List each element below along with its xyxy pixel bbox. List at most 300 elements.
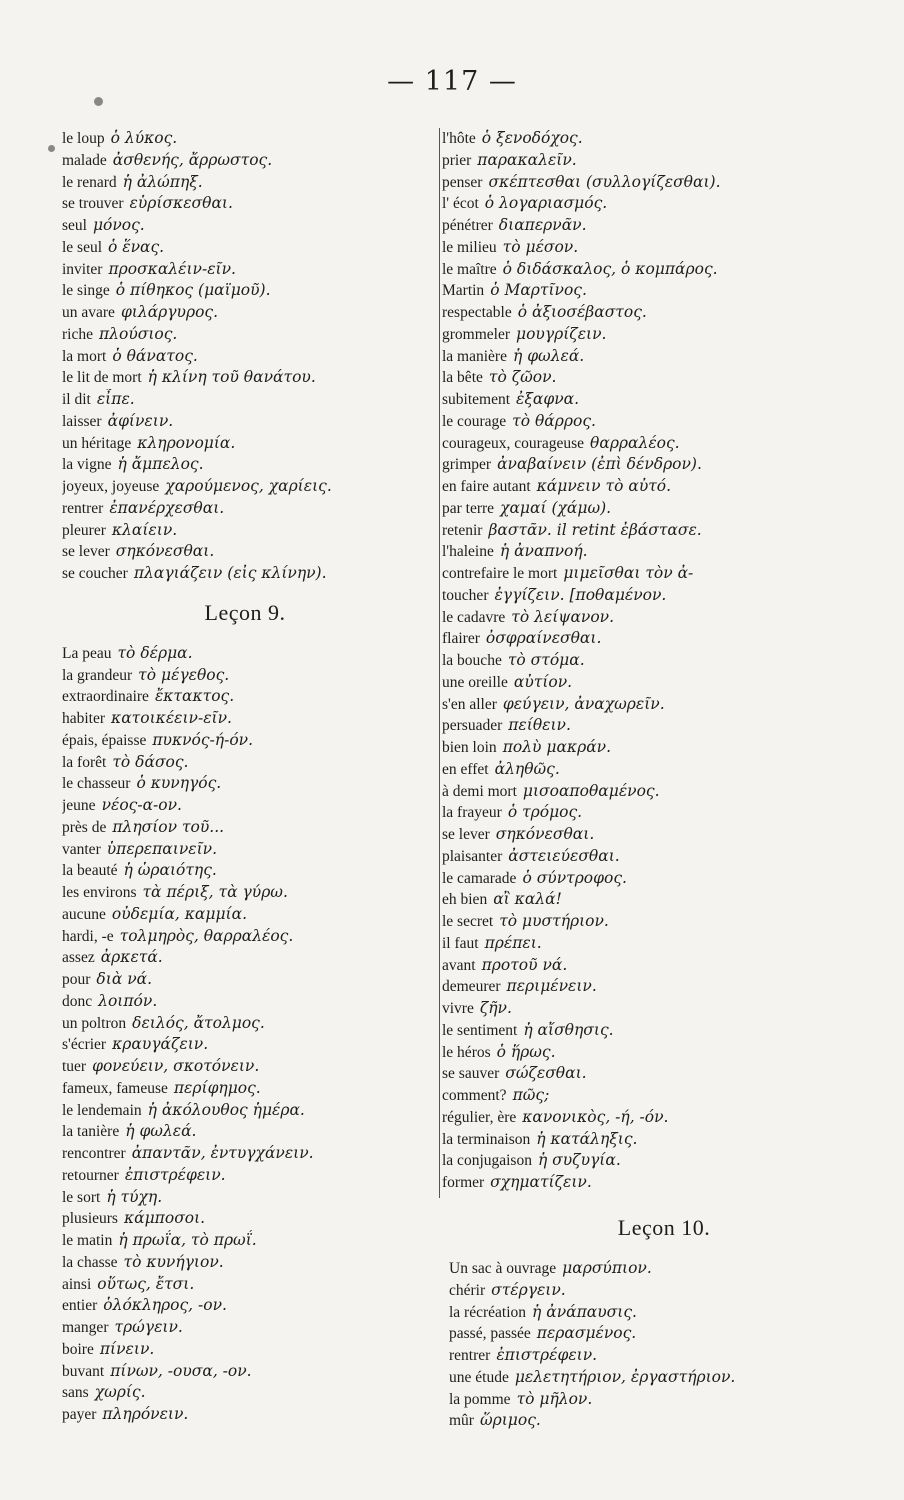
- french-term: par terre: [442, 499, 495, 517]
- french-term: en faire autant: [442, 478, 531, 495]
- french-term: toucher: [442, 586, 489, 604]
- greek-translation: παρακαλεῖν.: [477, 150, 577, 169]
- french-term: rentrer: [62, 499, 104, 517]
- greek-translation: σηκόνεσθαι.: [115, 542, 215, 561]
- french-term: le renard: [62, 173, 117, 191]
- french-term: le seul: [62, 238, 103, 256]
- vocab-entry: [62, 665, 428, 687]
- greek-translation: σώζεσθαι.: [505, 1064, 587, 1083]
- french-term: le maître: [442, 260, 497, 278]
- french-term: manger: [62, 1319, 109, 1336]
- vocab-entry: [62, 1165, 428, 1187]
- greek-translation: κραυγάζειν.: [112, 1035, 209, 1054]
- left-vocab-list-top: [62, 128, 428, 585]
- greek-translation: φιλάργυρος.: [120, 303, 219, 321]
- french-term: la récréation: [449, 1303, 527, 1321]
- french-term: demeurer: [442, 978, 501, 996]
- french-term: un avare: [62, 304, 115, 321]
- greek-translation: χωρίς.: [94, 1383, 146, 1402]
- vocab-entry: [62, 773, 428, 795]
- vocab-entry: [62, 498, 428, 520]
- greek-translation: ὁ λογαριασμός.: [484, 194, 608, 213]
- vocab-entry: [442, 955, 882, 977]
- greek-translation: θαρραλέος.: [590, 433, 680, 452]
- greek-translation: κάμνειν τὸ αὐτό.: [536, 477, 672, 495]
- greek-translation: ἀρκετά.: [100, 948, 163, 967]
- french-term: pleurer: [62, 521, 106, 539]
- lesson-10-section: [449, 1206, 879, 1432]
- vocab-entry: [449, 1323, 879, 1345]
- french-term: prier: [442, 151, 472, 169]
- vocab-entry: [442, 346, 882, 368]
- french-term: mûr: [449, 1412, 474, 1430]
- vocab-entry: [442, 1042, 882, 1064]
- french-term: l'haleine: [442, 543, 494, 561]
- vocab-entry: [442, 998, 882, 1020]
- greek-translation: ἡ κλίνη τοῦ θανάτου.: [147, 368, 316, 387]
- greek-translation: νέος-α-ον.: [101, 796, 182, 814]
- french-term: rencontrer: [62, 1145, 126, 1162]
- greek-translation: ἐπανέρχεσθαι.: [109, 498, 225, 517]
- vocab-entry: [442, 694, 882, 716]
- french-term: vivre: [442, 1000, 474, 1017]
- vocab-entry: [62, 926, 428, 948]
- french-term: la pomme: [449, 1390, 511, 1408]
- vocab-entry: [62, 324, 428, 346]
- vocab-entry: [62, 433, 428, 455]
- vocab-entry: [442, 628, 882, 650]
- greek-translation: ὁ σύντροφος.: [522, 868, 627, 887]
- greek-translation: κλαίειν.: [111, 520, 178, 539]
- vocab-entry: [449, 1410, 879, 1432]
- vocab-entry: [62, 817, 428, 839]
- vocab-entry: [62, 1404, 428, 1426]
- greek-translation: ὥριμος.: [479, 1411, 541, 1430]
- greek-translation: ὁ Μαρτῖνος.: [490, 281, 587, 300]
- greek-translation: πλαγιάζειν (εἰς κλίνην).: [133, 564, 327, 582]
- french-term: une étude: [449, 1368, 509, 1386]
- french-term: la vigne: [62, 456, 112, 474]
- vocab-entry: [62, 795, 428, 817]
- vocab-entry: [442, 650, 882, 672]
- vocab-entry: [442, 1150, 882, 1172]
- vocab-entry: [442, 933, 882, 955]
- greek-translation: ὁ πίθηκος (μαϊμοῦ).: [115, 281, 271, 300]
- vocab-entry: [442, 1172, 882, 1194]
- vocab-entry: [62, 520, 428, 542]
- vocab-entry: [62, 1295, 428, 1317]
- vocab-entry: [62, 643, 428, 665]
- french-term: riche: [62, 325, 93, 343]
- vocab-entry: [62, 1187, 428, 1209]
- vocab-entry: [62, 476, 428, 498]
- french-term: les environs: [62, 884, 137, 901]
- greek-translation: κανονικὸς, -ή, -όν.: [522, 1107, 669, 1126]
- greek-translation: πολὺ μακράν.: [502, 738, 612, 756]
- french-term: persuader: [442, 717, 503, 735]
- greek-translation: ἐπιστρέφειν.: [496, 1346, 598, 1364]
- french-term: jeune: [62, 797, 96, 814]
- french-term: le lit de mort: [62, 369, 142, 387]
- greek-translation: δειλός, ἄτολμος.: [132, 1013, 265, 1032]
- vocab-entry: [442, 868, 882, 890]
- greek-translation: τὸ κυνήγιον.: [123, 1252, 224, 1271]
- greek-translation: ἡ ἄμπελος.: [117, 455, 204, 474]
- vocab-entry: [442, 193, 882, 215]
- french-term: buvant: [62, 1362, 105, 1380]
- french-term: la bête: [442, 369, 483, 387]
- french-term: la conjugaison: [442, 1152, 532, 1170]
- french-term: le sort: [62, 1188, 101, 1206]
- greek-translation: ὁ ἕνας.: [108, 237, 165, 256]
- greek-translation: χαμαί (χάμω).: [500, 498, 612, 517]
- vocab-entry: [62, 1143, 428, 1165]
- vocab-entry: [62, 904, 428, 926]
- french-term: épais, épaisse: [62, 731, 147, 749]
- vocab-entry: [449, 1345, 879, 1367]
- vocab-entry: [62, 752, 428, 774]
- ink-dot-top: [94, 97, 103, 106]
- greek-translation: τολμηρὸς, θαρραλέος.: [119, 926, 294, 945]
- vocab-entry: [442, 911, 882, 933]
- vocab-entry: [442, 607, 882, 629]
- greek-translation: ἡ ἀλώπηξ.: [122, 172, 203, 191]
- greek-translation: πίνων, -ουσα, -ον.: [110, 1361, 252, 1380]
- french-term: s'en aller: [442, 695, 497, 713]
- vocab-entry: [442, 454, 882, 476]
- french-term: l' écot: [442, 195, 479, 213]
- vocab-entry: [449, 1302, 879, 1324]
- french-term: laisser: [62, 412, 102, 430]
- french-term: la beauté: [62, 862, 118, 880]
- greek-translation: ὁ ἀξιοσέβαστος.: [517, 303, 647, 321]
- ink-dot-margin: [48, 145, 55, 152]
- greek-translation: ὁ διδάσκαλος, ὁ κομπάρος.: [502, 259, 718, 278]
- french-term: le chasseur: [62, 775, 131, 793]
- vocab-entry: [442, 976, 882, 998]
- french-term: plaisanter: [442, 847, 503, 865]
- vocab-entry: [62, 280, 428, 302]
- french-term: l'hôte: [442, 130, 476, 147]
- vocab-entry: [62, 172, 428, 194]
- vocab-entry: [442, 520, 882, 542]
- vocab-entry: [62, 541, 428, 563]
- vocab-entry: [62, 302, 428, 324]
- greek-translation: ἐπιστρέφειν.: [124, 1165, 226, 1184]
- greek-translation: ἡ ἀνάπαυσις.: [532, 1302, 637, 1321]
- greek-translation: ἡ φωλεά.: [512, 346, 585, 365]
- greek-translation: μουγρίζειν.: [516, 324, 607, 343]
- french-term: se coucher: [62, 565, 128, 582]
- french-term: le courage: [442, 412, 507, 430]
- greek-translation: ὁ ξενοδόχος.: [481, 129, 583, 147]
- greek-translation: λοιπόν.: [98, 991, 158, 1010]
- greek-translation: ὁλόκληρος, -ον.: [103, 1296, 227, 1315]
- french-term: respectable: [442, 304, 512, 321]
- vocab-entry: [449, 1389, 879, 1411]
- french-term: la bouche: [442, 652, 502, 669]
- french-term: régulier, ère: [442, 1108, 517, 1126]
- vocab-entry: [442, 889, 882, 911]
- left-vocab-list-bottom: [62, 643, 428, 1426]
- vocab-entry: [62, 860, 428, 882]
- french-term: grimper: [442, 456, 492, 474]
- french-term: subitement: [442, 391, 511, 408]
- vocab-entry: [442, 433, 882, 455]
- vocab-entry: [442, 846, 882, 868]
- vocab-entry: [449, 1367, 879, 1389]
- greek-translation: τὸ μυστήριον.: [499, 912, 609, 930]
- vocab-entry: [62, 947, 428, 969]
- greek-translation: ἔκτακτος.: [154, 687, 235, 706]
- vocab-entry: [62, 1317, 428, 1339]
- greek-translation: αὐτίον.: [513, 672, 573, 691]
- vocab-entry: [442, 1063, 882, 1085]
- page-number: — 117 —: [387, 66, 517, 97]
- greek-translation: μόνος.: [92, 216, 145, 234]
- greek-translation: πείθειν.: [508, 716, 571, 735]
- greek-translation: πρέπει.: [484, 933, 542, 952]
- vocab-entry: [62, 1361, 428, 1383]
- greek-translation: ἡ αἴσθησις.: [523, 1020, 614, 1039]
- vocab-entry: [442, 476, 882, 498]
- greek-translation: περιμένειν.: [506, 977, 597, 996]
- vocab-entry: [442, 498, 882, 520]
- greek-translation: ὑπερεπαινεῖν.: [106, 839, 217, 858]
- greek-translation: ἀσθενής, ἄρρωστος.: [112, 150, 273, 169]
- french-term: grommeler: [442, 325, 511, 343]
- right-vocab-list: [442, 128, 882, 1194]
- vocab-entry: [449, 1280, 879, 1302]
- vocab-entry: [62, 1100, 428, 1122]
- greek-translation: ὁ κυνηγός.: [136, 774, 222, 793]
- french-term: retenir: [442, 521, 483, 539]
- vocab-entry: [62, 839, 428, 861]
- greek-translation: ἡ συζυγία.: [537, 1151, 621, 1170]
- french-term: assez: [62, 949, 95, 967]
- greek-translation: κάμποσοι.: [123, 1209, 206, 1228]
- greek-translation: τὸ δέρμα.: [117, 643, 193, 662]
- french-term: il faut: [442, 934, 479, 952]
- vocab-entry: [62, 128, 428, 150]
- vocab-entry: [442, 781, 882, 803]
- french-term: près de: [62, 818, 107, 836]
- french-term: payer: [62, 1406, 97, 1423]
- vocab-entry: [442, 672, 882, 694]
- vocab-entry: [442, 563, 882, 585]
- french-term: seul: [62, 217, 87, 234]
- greek-translation: ὁ τρόμος.: [507, 803, 583, 822]
- french-term: Martin: [442, 282, 485, 300]
- vocab-entry: [62, 969, 428, 991]
- greek-translation: σχηματίζειν.: [490, 1173, 592, 1191]
- french-term: un héritage: [62, 434, 132, 452]
- greek-translation: τὸ στόμα.: [507, 651, 585, 669]
- french-term: le loup: [62, 130, 105, 147]
- vocab-entry: [62, 1056, 428, 1078]
- vocab-entry: [62, 454, 428, 476]
- vocab-entry: [62, 1252, 428, 1274]
- vocab-entry: [442, 1085, 882, 1107]
- greek-translation: διαπερνᾶν.: [498, 216, 587, 234]
- greek-translation: χαρούμενος, χαρίεις.: [165, 477, 332, 495]
- french-term: la manière: [442, 347, 507, 365]
- vocab-entry: [62, 1034, 428, 1056]
- greek-translation: πυκνός-ή-όν.: [152, 730, 254, 749]
- french-term: la frayeur: [442, 804, 502, 822]
- french-term: le matin: [62, 1232, 113, 1249]
- vocab-entry: [62, 1382, 428, 1404]
- greek-translation: κατοικέειν-εῖν.: [111, 709, 232, 727]
- greek-translation: πίνειν.: [99, 1339, 155, 1358]
- french-term: le cadavre: [442, 608, 506, 626]
- french-term: le héros: [442, 1043, 491, 1061]
- greek-translation: στέργειν.: [491, 1280, 566, 1299]
- vocab-entry: [62, 389, 428, 411]
- greek-translation: ἀπαντᾶν, ἐντυγχάνειν.: [131, 1144, 314, 1162]
- french-term: la chasse: [62, 1253, 118, 1271]
- greek-translation: τὸ θάρρος.: [512, 411, 596, 430]
- vocab-entry: [62, 991, 428, 1013]
- french-term: courageux, courageuse: [442, 434, 585, 452]
- french-term: extraordinaire: [62, 688, 149, 706]
- greek-translation: ἀληθῶς.: [494, 759, 560, 778]
- french-term: en effet: [442, 760, 489, 778]
- greek-translation: τὸ μέσον.: [502, 237, 579, 256]
- french-term: aucune: [62, 905, 106, 923]
- left-column: [62, 128, 428, 1426]
- vocab-entry: [442, 367, 882, 389]
- french-term: comment?: [442, 1087, 507, 1104]
- french-term: il dit: [62, 391, 91, 408]
- french-term: flairer: [442, 630, 480, 648]
- greek-translation: ἡ κατάληξις.: [536, 1129, 638, 1148]
- french-term: à demi mort: [442, 782, 517, 800]
- french-term: un poltron: [62, 1014, 127, 1032]
- french-term: le sentiment: [442, 1021, 518, 1039]
- french-term: hardi, -e: [62, 927, 114, 945]
- greek-translation: ἡ τύχη.: [106, 1187, 163, 1206]
- french-term: la grandeur: [62, 666, 133, 684]
- greek-translation: τὸ μέγεθος.: [138, 665, 230, 684]
- greek-translation: περίφημος.: [173, 1078, 261, 1097]
- french-term: ainsi: [62, 1275, 92, 1293]
- greek-translation: ἐξαφνα.: [516, 390, 580, 408]
- greek-translation: τὸ λείψανον.: [511, 607, 615, 626]
- greek-translation: φεύγειν, ἀναχωρεῖν.: [502, 694, 665, 713]
- vocab-entry: [442, 541, 882, 563]
- vocab-entry: [62, 411, 428, 433]
- right-column: [439, 128, 882, 1198]
- french-term: le singe: [62, 282, 110, 300]
- french-term: vanter: [62, 840, 101, 858]
- vocab-entry: [442, 150, 882, 172]
- french-term: La peau: [62, 644, 112, 662]
- french-term: chérir: [449, 1281, 486, 1299]
- lesson-9-heading: Leçon 9.: [204, 599, 286, 625]
- vocab-entry: [442, 737, 882, 759]
- french-term: plusieurs: [62, 1210, 118, 1228]
- vocab-entry: [62, 367, 428, 389]
- vocab-entry: [62, 237, 428, 259]
- vocab-entry: [442, 715, 882, 737]
- vocab-entry: [442, 411, 882, 433]
- vocab-entry: [62, 730, 428, 752]
- greek-translation: ἡ φωλεά.: [125, 1122, 197, 1141]
- vocab-entry: [62, 1230, 428, 1252]
- greek-translation: ἡ πρωΐα, τὸ πρωΐ.: [118, 1231, 257, 1249]
- vocab-entry: [62, 193, 428, 215]
- greek-translation: πῶς;: [512, 1086, 550, 1104]
- greek-translation: τὸ ζῶον.: [488, 368, 557, 387]
- vocab-entry: [62, 1078, 428, 1100]
- greek-translation: μισοαποθαμένος.: [522, 781, 660, 800]
- french-term: la forêt: [62, 753, 107, 771]
- french-term: retourner: [62, 1166, 119, 1184]
- greek-translation: πλησίον τοῦ...: [112, 817, 225, 836]
- french-term: se trouver: [62, 195, 124, 213]
- greek-translation: ἐγγίζειν. [ποθαμένον.: [494, 585, 667, 604]
- french-term: la terminaison: [442, 1130, 531, 1148]
- french-term: bien loin: [442, 739, 497, 756]
- vocab-entry: [442, 1020, 882, 1042]
- vocab-entry: [62, 882, 428, 904]
- vocab-entry: [62, 686, 428, 708]
- greek-translation: μαρσύπιον.: [562, 1259, 652, 1277]
- french-term: rentrer: [449, 1347, 491, 1364]
- greek-translation: οὐδεμία, καμμία.: [111, 904, 248, 923]
- greek-translation: περασμένος.: [536, 1324, 637, 1343]
- greek-translation: ὁ θάνατος.: [112, 346, 198, 365]
- vocab-entry: [62, 563, 428, 585]
- lesson-10-heading: Leçon 10.: [617, 1215, 711, 1240]
- vocab-entry: [442, 1107, 882, 1129]
- greek-translation: προσκαλέιν-εῖν.: [108, 259, 236, 278]
- french-term: inviter: [62, 260, 103, 278]
- vocab-entry: [442, 172, 882, 194]
- french-term: pénétrer: [442, 217, 493, 234]
- vocab-entry: [62, 1208, 428, 1230]
- greek-translation: εἶπε.: [96, 390, 135, 408]
- greek-translation: ἀφίνειν.: [107, 411, 174, 430]
- french-term: une oreille: [442, 673, 508, 691]
- greek-translation: ἀστειεύεσθαι.: [508, 846, 620, 865]
- french-term: entier: [62, 1297, 98, 1315]
- vocab-entry: [442, 759, 882, 781]
- greek-translation: αἲ καλά!: [493, 890, 562, 909]
- vocab-entry: [442, 280, 882, 302]
- vocab-entry: [442, 237, 882, 259]
- french-term: penser: [442, 173, 483, 191]
- greek-translation: βαστᾶν. il retint ἐβάστασε.: [488, 520, 702, 539]
- french-term: eh bien: [442, 891, 488, 909]
- vocab-entry: [442, 259, 882, 281]
- greek-translation: ζῆν.: [479, 999, 512, 1017]
- french-term: se sauver: [442, 1065, 500, 1083]
- french-term: Un sac à ouvrage: [449, 1260, 557, 1277]
- vocab-entry: [62, 1339, 428, 1361]
- vocab-entry: [62, 259, 428, 281]
- vocab-entry: [62, 708, 428, 730]
- vocab-entry: [449, 1258, 879, 1280]
- vocab-entry: [442, 802, 882, 824]
- french-term: boire: [62, 1340, 94, 1358]
- greek-translation: τρώγειν.: [114, 1318, 183, 1336]
- french-term: habiter: [62, 710, 106, 727]
- french-term: malade: [62, 151, 107, 169]
- french-term: sans: [62, 1384, 89, 1402]
- french-term: tuer: [62, 1058, 87, 1075]
